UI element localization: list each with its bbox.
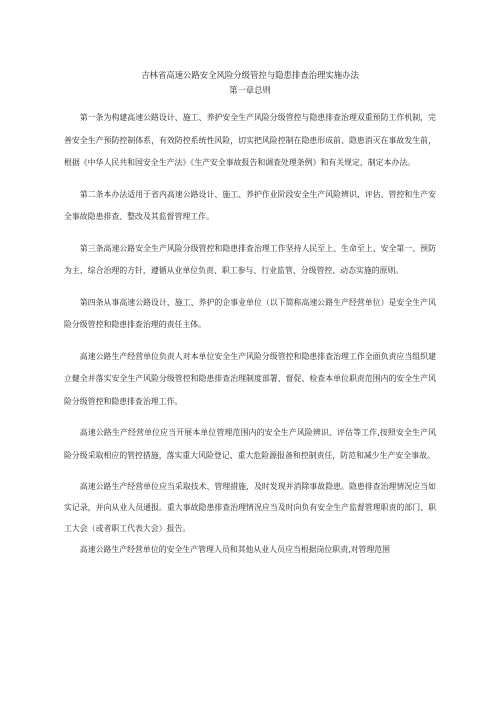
document-page (64, 70, 436, 560)
responsibility-paragraph: 高速公路生产经营单位负责人对本单位安全生产风险分级管控和隐患排查治理工作全面负责应当组织建立健全并落实安全生产风险分级管控和隐患排查治理制度部署、督促、检查本单位职责范围内的安全生产风险分级管控和隐患排查治理工作。 (64, 351, 436, 406)
document-title: 吉林省高速公路安全风险分级管控与隐患排查治理实施办法 (141, 70, 359, 80)
article-2-paragraph: 第二条本办法适用于省内高速公路设计、施工、养护作业阶段安全生产风险辨识、评估、管控和生产安全事故隐患排查、整改及其监督管理工作。 (64, 189, 436, 221)
hazard-elimination-paragraph: 高速公路生产经营单位应当采取技术、管理措施，及时发现并消除事故隐患。隐患排查治理情况应当如实记录，并向从业人员通报。重大事故隐患排查治理情况应当及时向负有安全生产监督管理职责的部门、职工大会（或者职工代表大会）报告。 (64, 482, 436, 533)
article-4-paragraph: 第四条从事高速公路设计、施工、养护的企事业单位（以下简称高速公路生产经营单位）是安全生产风险分级管控和隐患排查治理的责任主体。 (64, 297, 436, 329)
article-3-paragraph: 第三条高速公路安全生产风险分级管控和隐患排查治理工作坚持人民至上、生命至上、安全第一、预防为主、综合治理的方针，遵循从业单位负责、职工参与、行业监管、分级管控、动态实施的原则。 (64, 243, 436, 275)
staff-duty-paragraph: 高速公路生产经营单位的安全生产管理人员和其他从业人员应当根据岗位职责,对管理范围 (79, 545, 391, 554)
risk-control-paragraph: 高速公路生产经营单位应当开展本单位管理范围内的安全生产风险辨识、评估等工作,按照安全生产风险分级采取相应的管控措施，落实重大风险登记、重大危险源报备和控制责任，防范和减少生产安全事故。 (64, 428, 436, 460)
chapter-heading: 第一章总则 (229, 85, 271, 95)
article-1-paragraph: 第一条为构建高速公路设计、施工、养护安全生产风险分级管控与隐患排查治理双重预防工作机制，完善安全生产预防控制体系，有效防控系统性风险，切实把风险控制在隐患形成前、隐患消灭在事故发生前，根据《中华人民共和国安全生产法》《生产安全事故报告和调查处理条例》和有关规定，制定本办法。 (64, 113, 436, 167)
